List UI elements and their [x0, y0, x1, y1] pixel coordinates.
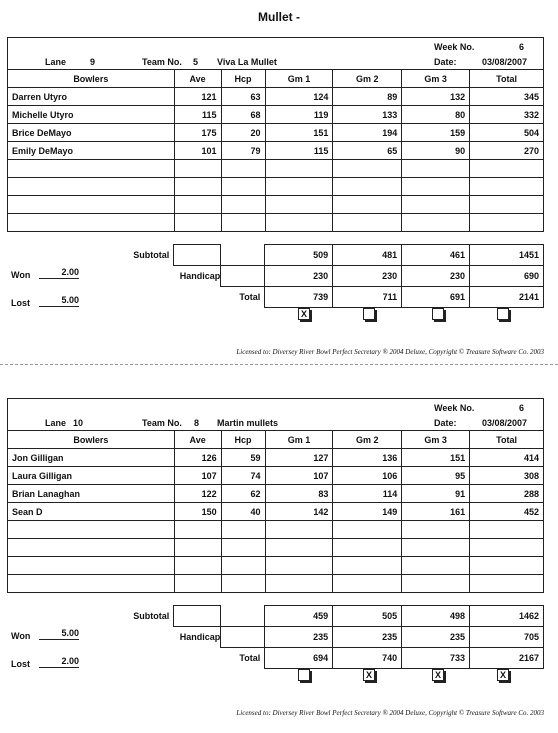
empty-row: [8, 178, 544, 196]
table-row: [8, 124, 544, 142]
gm2-win-checkbox[interactable]: X: [363, 669, 375, 681]
bowler-gm2: 133: [333, 106, 402, 124]
won-value: 5.00: [39, 628, 79, 640]
handicap-total: 705: [470, 627, 544, 648]
table-row: [8, 467, 544, 485]
bowler-gm3: 151: [402, 449, 470, 467]
license-footer: Licensed to: Diversey River Bowl Perfect Secretary ® 2004 Deluxe, Copyright © Treasure Software Co. 2003: [236, 348, 544, 356]
week-value: 6: [519, 42, 525, 52]
lane-value: 10: [73, 418, 84, 428]
bowler-gm1: 83: [265, 485, 333, 503]
bowler-gm2: 65: [333, 142, 402, 160]
won-label: Won: [11, 631, 31, 641]
team-name: Martin mullets: [217, 418, 279, 428]
won-field: [11, 267, 79, 280]
handicap-gm2: 230: [333, 266, 402, 287]
subtotal-total: 1462: [470, 606, 544, 627]
handicap-label: Handicap: [179, 632, 221, 643]
handicap-total: 690: [470, 266, 544, 287]
won-field: [11, 628, 79, 641]
bowler-total: 504: [470, 124, 544, 142]
bowler-gm3: 132: [402, 88, 470, 106]
total-total: 2141: [470, 287, 544, 308]
col-header-hcp: Hcp: [221, 70, 265, 88]
bowler-gm1: 142: [265, 503, 333, 521]
empty-row: [8, 557, 544, 575]
total-gm1: 694: [265, 648, 333, 669]
sheet-header-frame: [7, 398, 544, 431]
bowler-name: Emily DeMayo: [8, 142, 175, 160]
subtotal-label: Subtotal: [133, 250, 170, 260]
col-header-ave: Ave: [174, 431, 221, 449]
team-label: Team No.: [142, 57, 182, 67]
col-header-gm2: Gm 2: [333, 431, 402, 449]
bowler-ave: 121: [174, 88, 221, 106]
bowler-total: 308: [470, 467, 544, 485]
bowler-table: [7, 69, 544, 232]
col-header-bowlers: Bowlers: [8, 70, 175, 88]
page-divider: [0, 364, 558, 365]
subtotal-gm2: 505: [333, 606, 402, 627]
bowler-ave: 175: [174, 124, 221, 142]
empty-row: [8, 160, 544, 178]
bowler-hcp: 79: [221, 142, 265, 160]
total-gm1: 739: [265, 287, 333, 308]
bowler-gm2: 114: [333, 485, 402, 503]
lost-field: [11, 295, 79, 308]
total-win-checkbox[interactable]: X: [497, 669, 509, 681]
page-title: Mullet -: [258, 10, 300, 24]
empty-row: [8, 521, 544, 539]
bowler-gm3: 161: [402, 503, 470, 521]
bowler-gm2: 89: [333, 88, 402, 106]
week-value: 6: [519, 403, 525, 413]
bowler-hcp: 68: [221, 106, 265, 124]
total-total: 2167: [470, 648, 544, 669]
col-header-hcp: Hcp: [221, 431, 265, 449]
subtotal-row: [7, 245, 544, 266]
total-row: [7, 648, 544, 669]
date-value: 03/08/2007: [482, 57, 528, 67]
bowler-gm1: 127: [265, 449, 333, 467]
sheet-header-frame: [7, 37, 544, 70]
subtotal-gm1: 509: [265, 245, 333, 266]
bowler-ave: 150: [174, 503, 221, 521]
gm1-win-checkbox[interactable]: [298, 669, 310, 681]
bowler-gm1: 115: [265, 142, 333, 160]
handicap-gm1: 235: [265, 627, 333, 648]
table-row: [8, 106, 544, 124]
date-value: 03/08/2007: [482, 418, 528, 428]
bowler-gm3: 80: [402, 106, 470, 124]
week-label: Week No.: [434, 403, 475, 413]
bowler-gm1: 151: [265, 124, 333, 142]
bowler-gm3: 90: [402, 142, 470, 160]
lost-label: Lost: [11, 659, 30, 669]
empty-row: [8, 539, 544, 557]
bowler-name: Brian Lanaghan: [8, 485, 175, 503]
bowler-gm2: 136: [333, 449, 402, 467]
subtotal-total: 1451: [470, 245, 544, 266]
total-gm2: 740: [333, 648, 402, 669]
col-header-gm3: Gm 3: [402, 70, 470, 88]
handicap-row: [7, 627, 544, 648]
bowler-hcp: 59: [221, 449, 265, 467]
gm1-win-checkbox[interactable]: X: [298, 308, 310, 320]
team-number: 8: [194, 418, 200, 428]
bowler-hcp: 20: [221, 124, 265, 142]
handicap-gm3: 230: [402, 266, 470, 287]
total-gm2: 711: [333, 287, 402, 308]
lost-value: 5.00: [39, 295, 79, 307]
bowler-total: 452: [470, 503, 544, 521]
gm2-win-checkbox[interactable]: [363, 308, 375, 320]
handicap-gm3: 235: [402, 627, 470, 648]
subtotal-gm3: 498: [402, 606, 470, 627]
bowler-ave: 115: [174, 106, 221, 124]
week-label: Week No.: [434, 42, 475, 52]
bowler-ave: 126: [174, 449, 221, 467]
col-header-gm2: Gm 2: [333, 70, 402, 88]
total-gm3: 733: [402, 648, 470, 669]
subtotal-gm3: 461: [402, 245, 470, 266]
total-label: Total: [239, 653, 261, 664]
date-label: Date:: [434, 418, 457, 428]
bowler-hcp: 74: [221, 467, 265, 485]
total-win-checkbox[interactable]: [497, 308, 509, 320]
empty-row: [8, 575, 544, 593]
table-row: [8, 88, 544, 106]
bowler-name: Jon Gilligan: [8, 449, 175, 467]
lost-label: Lost: [11, 298, 30, 308]
lost-value: 2.00: [39, 656, 79, 668]
bowler-ave: 122: [174, 485, 221, 503]
table-header-row: [8, 431, 544, 449]
table-row: [8, 449, 544, 467]
gm3-win-checkbox[interactable]: [432, 308, 444, 320]
col-header-total: Total: [470, 70, 544, 88]
bowler-total: 345: [470, 88, 544, 106]
lane-value: 9: [90, 57, 96, 67]
bowler-name: Brice DeMayo: [8, 124, 175, 142]
bowler-total: 332: [470, 106, 544, 124]
table-row: [8, 142, 544, 160]
license-footer: Licensed to: Diversey River Bowl Perfect Secretary ® 2004 Deluxe, Copyright © Treasure Software Co. 2003: [236, 709, 544, 717]
bowler-name: Darren Utyro: [8, 88, 175, 106]
col-header-bowlers: Bowlers: [8, 431, 175, 449]
summary-table: [7, 244, 544, 308]
bowler-ave: 107: [174, 467, 221, 485]
bowler-gm1: 107: [265, 467, 333, 485]
lost-field: [11, 656, 79, 669]
bowler-hcp: 63: [221, 88, 265, 106]
bowler-total: 270: [470, 142, 544, 160]
bowler-total: 414: [470, 449, 544, 467]
won-value: 2.00: [39, 267, 79, 279]
bowler-gm1: 119: [265, 106, 333, 124]
bowler-name: Laura Gilligan: [8, 467, 175, 485]
bowler-hcp: 62: [221, 485, 265, 503]
summary-table: [7, 605, 544, 669]
team-number: 5: [193, 57, 199, 67]
lane-label: Lane: [45, 57, 67, 67]
bowler-name: Michelle Utyro: [8, 106, 175, 124]
table-header-row: [8, 70, 544, 88]
col-header-gm1: Gm 1: [265, 70, 333, 88]
bowler-ave: 101: [174, 142, 221, 160]
bowler-total: 288: [470, 485, 544, 503]
handicap-row: [7, 266, 544, 287]
bowler-hcp: 40: [221, 503, 265, 521]
team-name: Viva La Mullet: [217, 57, 277, 67]
handicap-gm2: 235: [333, 627, 402, 648]
empty-row: [8, 214, 544, 232]
lane-label: Lane: [45, 418, 67, 428]
subtotal-row: [7, 606, 544, 627]
team-label: Team No.: [142, 418, 182, 428]
bowler-name: Sean D: [8, 503, 175, 521]
bowler-gm2: 149: [333, 503, 402, 521]
table-row: [8, 485, 544, 503]
total-label: Total: [239, 292, 261, 303]
bowler-gm3: 91: [402, 485, 470, 503]
empty-row: [8, 196, 544, 214]
bowler-gm2: 106: [333, 467, 402, 485]
bowler-gm2: 194: [333, 124, 402, 142]
gm3-win-checkbox[interactable]: X: [432, 669, 444, 681]
subtotal-label: Subtotal: [133, 611, 170, 621]
handicap-label: Handicap: [179, 271, 221, 282]
total-gm3: 691: [402, 287, 470, 308]
total-row: [7, 287, 544, 308]
col-header-total: Total: [470, 431, 544, 449]
subtotal-gm1: 459: [265, 606, 333, 627]
bowler-gm1: 124: [265, 88, 333, 106]
col-header-gm3: Gm 3: [402, 431, 470, 449]
table-row: [8, 503, 544, 521]
date-label: Date:: [434, 57, 457, 67]
col-header-gm1: Gm 1: [265, 431, 333, 449]
col-header-ave: Ave: [174, 70, 221, 88]
handicap-gm1: 230: [265, 266, 333, 287]
bowler-gm3: 159: [402, 124, 470, 142]
won-label: Won: [11, 270, 31, 280]
bowler-table: [7, 430, 544, 593]
bowler-gm3: 95: [402, 467, 470, 485]
subtotal-gm2: 481: [333, 245, 402, 266]
